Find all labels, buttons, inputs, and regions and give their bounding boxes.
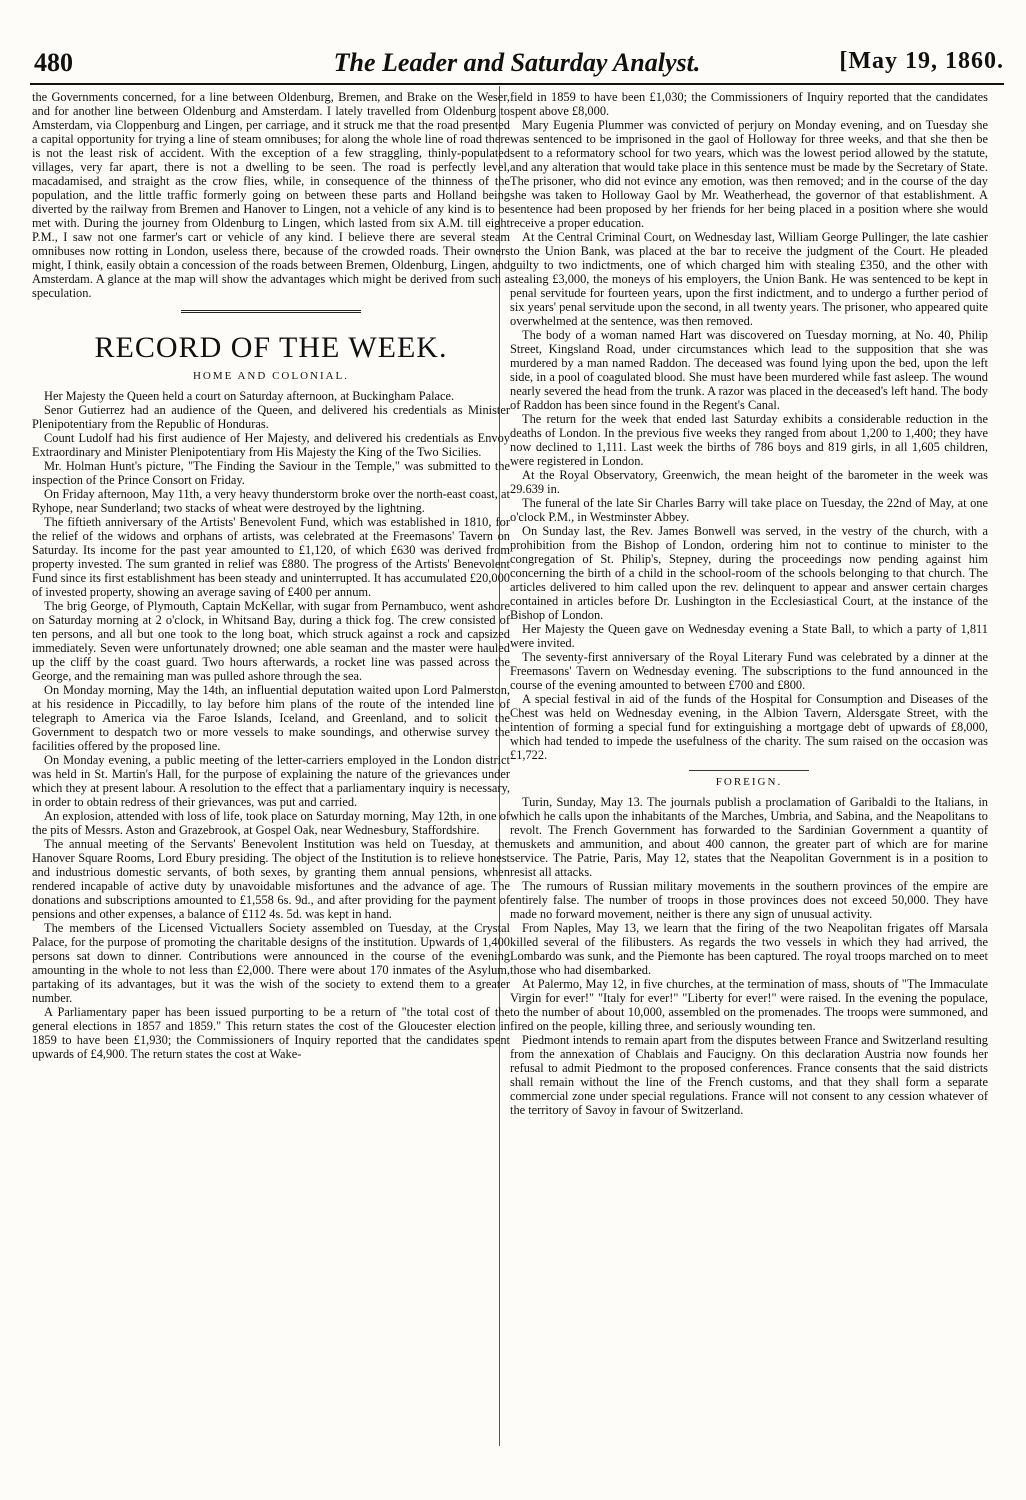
- article-paragraph: On Sunday last, the Rev. James Bonwell was served, in the vestry of the church, with a prohibition from the Bishop of London, ordering him not to continue to minister to the congregation of St. Philip's, Stepney, during the proceedings now pending against him concerning the birth of a child in the school-room of the schools belonging to that church. The articles delivered to him called upon the rev. delinquent to appear and answer certain charges contained in articles before Dr. Lushington in the Ecclesiastical Court, at the instance of the Bishop of London.: [510, 524, 988, 622]
- publication-title: The Leader and Saturday Analyst.: [333, 48, 701, 77]
- right-column: [510, 90, 988, 1117]
- article-paragraph: The members of the Licensed Victuallers Society assembled on Tuesday, at the Crystal Palace, for the purpose of promoting the charitable designs of the institution. Upwards of 1,400 persons sat down to dinner. Contributions were announced in the course of the evening amounting in the whole to not less than £2,000. There were about 170 inmates of the Asylum, partaking of its advantages, but it was the wish of the society to extend them to a greater number.: [32, 921, 510, 1005]
- article-paragraph: Her Majesty the Queen gave on Wednesday evening a State Ball, to which a party of 1,811 were invited.: [510, 622, 988, 650]
- article-paragraph: A special festival in aid of the funds of the Hospital for Consumption and Diseases of the Chest was held on Wednesday evening, in the Albion Tavern, Aldersgate Street, with the intention of forming a special fund for extinguishing a mortgage debt of upwards of £8,000, which had tended to impede the usefulness of the charity. The sum raised on the occasion was £1,722.: [510, 692, 988, 762]
- foreign-paragraph: At Palermo, May 12, in five churches, at the termination of mass, shouts of "The Immaculate Virgin for ever!" "Italy for ever!" "Liberty for ever!" were raised. In the evening the populace, to the number of about 10,000, assembled on the promenades. The troops were summoned, and fired on the people, killing three, and seriously wounding ten.: [510, 977, 988, 1033]
- article-paragraph: An explosion, attended with loss of life, took place on Saturday morning, May 12th, in one of the pits of Messrs. Aston and Grazebrook, at Gospel Oak, near Wednesbury, Staffordshire.: [32, 809, 510, 837]
- section-subtitle: HOME AND COLONIAL.: [192, 370, 350, 382]
- foreign-paragraph: From Naples, May 13, we learn that the firing of the two Neapolitan frigates off Marsala killed several of the filibusters. As regards the two vessels in which they had arrived, the Lombardo was sunk, and the Piemonte has been captured. The royal troops marched on to meet those who had disembarked.: [510, 921, 988, 977]
- article-paragraph: field in 1859 to have been £1,030; the Commissioners of Inquiry reported that the candidates spent above £8,000.: [510, 90, 988, 118]
- article-paragraph: The seventy-first anniversary of the Royal Literary Fund was celebrated by a dinner at the Freemasons' Tavern on Wednesday evening. The subscriptions to the fund announced in the course of the evening amounted to between £700 and £800.: [510, 650, 988, 692]
- article-paragraph: The return for the week that ended last Saturday exhibits a considerable reduction in the deaths of London. In the previous five weeks they ranged from about 1,200 to 1,400; they have now declined to 1,111. Last week the births of 786 boys and 819 girls, in all 1,605 children, were registered in London.: [510, 412, 988, 468]
- article-paragraph: Senor Gutierrez had an audience of the Queen, and delivered his credentials as Minister Plenipotentiary from the Republic of Honduras.: [32, 403, 510, 431]
- article-paragraph: At the Royal Observatory, Greenwich, the mean height of the barometer in the week was 29.639 in.: [510, 468, 988, 496]
- article-paragraph: The annual meeting of the Servants' Benevolent Institution was held on Tuesday, at the Hanover Square Rooms, Lord Ebury presiding. The object of the Institution is to relieve honest and industrious domestic servants, of both sexes, by granting them annual pensions, when rendered incapable of active duty by unavoidable misfortunes and the advance of age. The donations and subscriptions amounted to £1,558 6s. 9d., and after providing for the payment of pensions and other expenses, a balance of £112 4s. 5d. was kept in hand.: [32, 837, 510, 921]
- section-separator: [181, 310, 361, 313]
- issue-date: [May 19, 1860.: [839, 48, 1004, 74]
- article-paragraph: On Monday evening, a public meeting of the letter-carriers employed in the London district was held in St. Martin's Hall, for the purpose of explaining the nature of the grievances under which they at present labour. A resolution to the effect that a parliamentary inquiry is necessary, in order to obtain redress of their grievances, was put and carried.: [32, 753, 510, 809]
- article-paragraph: The body of a woman named Hart was discovered on Tuesday morning, at No. 40, Philip Street, Kingsland Road, under circumstances which lead to the supposition that she was murdered by a man named Raddon. The deceased was found lying upon the bed, upon the left side, in a pool of coagulated blood. She must have been murdered while fast asleep. The wound nearly severed the head from the trunk. A razor was placed in the deceased's left hand. The body of Raddon has been since found in the Regent's Canal.: [510, 328, 988, 412]
- page-number: 480: [34, 48, 73, 77]
- foreign-paragraph: Turin, Sunday, May 13. The journals publish a proclamation of Garibaldi to the Italians, in which he calls upon the inhabitants of the Marches, Umbria, and Sabina, and the Neapolitans to revolt. The French Government has forwarded to the Sardinian Government a quantity of muskets and ammunition, and about 400 cannon, the greater part of which are for marine service. The Patrie, Paris, May 12, states that the Neapolitan Government is in a position to resist all attacks.: [510, 795, 988, 879]
- article-paragraph: At the Central Criminal Court, on Wednesday last, William George Pullinger, the late cashier to the Union Bank, was placed at the bar to receive the judgment of the Court. He pleaded guilty to two indictments, one of which charged him with stealing £350, and the other with stealing £3,000, the moneys of his employers, the Union Bank. He was sentenced to be kept in penal servitude for fourteen years, upon the first indictment, and to undergo a further period of six years' penal servitude upon the second, in all twenty years. The prisoner, who appeared quite overwhelmed at the sentence, was then removed.: [510, 230, 988, 328]
- left-column: [32, 90, 510, 1061]
- article-paragraph: On Monday morning, May the 14th, an influential deputation waited upon Lord Palmerston, at his residence in Piccadilly, to lay before him plans of the route of the intended line of telegraph to America via the Faroe Islands, Iceland, and Greenland, and to solicit the Government to despatch two or more vessels to make soundings, and otherwise survey the facilities offered by the proposed line.: [32, 683, 510, 753]
- article-paragraph: Count Ludolf had his first audience of Her Majesty, and delivered his credentials as Envoy Extraordinary and Minister Plenipotentiary from His Majesty the King of the Two Sicilies.: [32, 431, 510, 459]
- article-paragraph: Mary Eugenia Plummer was convicted of perjury on Monday evening, and on Tuesday she was sentenced to be imprisoned in the gaol of Holloway for three weeks, and that she then be sent to a reformatory school for two years, which was the lowest period allowed by the statute, and any alteration that would take place in this sentence must be made by the Secretary of State. The prisoner, who did not evince any emotion, was then removed; and in the course of the day she was taken to Holloway Gaol by Mr. Weatherhead, the governor of that establishment. A sentence had been proposed by her friends for her being placed in a position where she would receive a proper education.: [510, 118, 988, 230]
- article-paragraph: The brig George, of Plymouth, Captain McKellar, with sugar from Pernambuco, went ashore on Saturday morning at 2 o'clock, in Whitsand Bay, during a thick fog. The crew consisted of ten persons, and all but one took to the long boat, which struck against a rock and capsized immediately. Seven were unfortunately drowned; one able seaman and the master were hauled up the cliff by the coast guard. Two hours afterwards, a rocket line was passed across the George, and the remaining man was pulled ashore through the sea.: [32, 599, 510, 683]
- article-paragraph: A Parliamentary paper has been issued purporting to be a return of "the total cost of the general elections in 1857 and 1859." This return states the cost of the Gloucester election in 1859 to have been £1,930; the Commissioners of Inquiry reported that the candidates spent upwards of £4,900. The return states the cost at Wake-: [32, 1005, 510, 1061]
- foreign-paragraph: The rumours of Russian military movements in the southern provinces of the empire are entirely false. The number of troops in those provinces does not exceed 50,000. They have made no forward movement, neither is there any sign of unusual activity.: [510, 879, 988, 921]
- section-title: RECORD OF THE WEEK.: [94, 331, 448, 364]
- page-header: [30, 46, 1004, 80]
- intro-paragraph: the Governments concerned, for a line between Oldenburg, Bremen, and Brake on the Weser, and for another line between Oldenburg and Amsterdam. I lately travelled from Oldenburg to Amsterdam, via Cloppenburg and Lingen, per carriage, and it struck me that the road presented a capital opportunity for trying a line of steam omnibuses; for along the whole line of road there is not the least risk of accident. With the exception of a few straggling, thinly-populated villages, very far apart, there is not a dwelling to be seen. The road is perfectly level, macadamised, and straight as the crow flies, while, in consequence of the thinness of the population, and the little traffic formerly going on between these parts and Holland being diverted by the railway from Bremen and Hanover to Lingen, not a vehicle of any kind is to be met with. During the journey from Oldenburg to Lingen, which lasted from six A.M. till eight P.M., I saw not one farmer's cart or vehicle of any kind. I believe there are several steam omnibuses now rotting in London, useless there, because of the crowded roads. Their owners might, I think, easily obtain a concession of the roads between Bremen, Oldenburg, Lingen, and Amsterdam. A glance at the map will show the advantages which might be derived from such a speculation.: [32, 90, 510, 300]
- header-rule: [30, 83, 1004, 85]
- article-paragraph: The fiftieth anniversary of the Artists' Benevolent Fund, which was established in 1810, for the relief of the widows and orphans of artists, was celebrated at the Freemasons' Tavern on Saturday. Its income for the past year amounted to £1,120, of which £630 was derived from property invested. The sum granted in relief was £880. The progress of the Artists' Benevolent Fund since its first establishment has been steady and uninterrupted. It has accumulated £20,000 of invested property, showing an average saving of £400 per annum.: [32, 515, 510, 599]
- foreign-subtitle: FOREIGN.: [715, 776, 783, 788]
- foreign-separator: [689, 770, 809, 771]
- foreign-paragraph: Piedmont intends to remain apart from the disputes between France and Switzerland resulting from the annexation of Chablais and Faucigny. On this declaration Austria now founds her refusal to admit Piedmont to the proposed conferences. France consents that the said districts shall remain without the line of the French customs, and that they shall form a separate commercial zone under special regulations. France will not consent to any cession whatever of the territory of Savoy in favour of Switzerland.: [510, 1033, 988, 1117]
- article-paragraph: Mr. Holman Hunt's picture, "The Finding the Saviour in the Temple," was submitted to the inspection of the Prince Consort on Friday.: [32, 459, 510, 487]
- article-paragraph: Her Majesty the Queen held a court on Saturday afternoon, at Buckingham Palace.: [44, 389, 455, 403]
- article-paragraph: The funeral of the late Sir Charles Barry will take place on Tuesday, the 22nd of May, at one o'clock P.M., in Westminster Abbey.: [510, 496, 988, 524]
- article-paragraph: On Friday afternoon, May 11th, a very heavy thunderstorm broke over the north-east coast, at Ryhope, near Sunderland; two stacks of wheat were destroyed by the lightning.: [32, 487, 510, 515]
